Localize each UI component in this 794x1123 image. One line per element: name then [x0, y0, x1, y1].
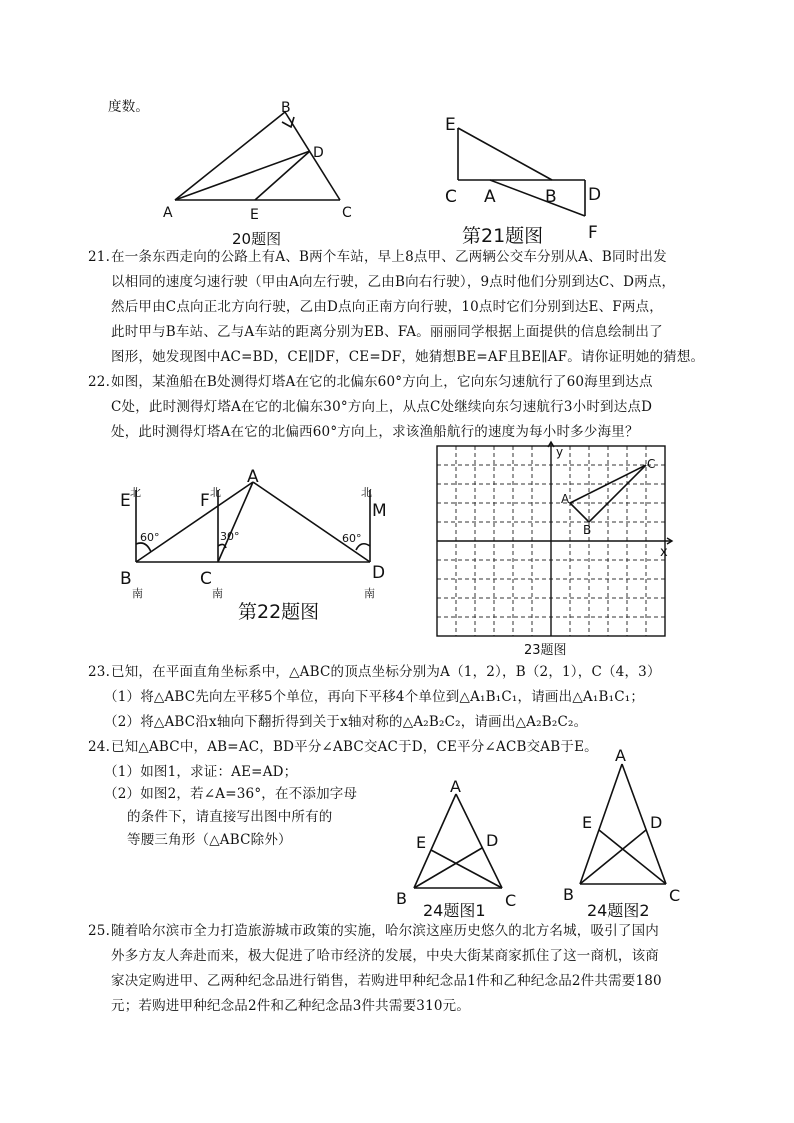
q24-part-2a: （2）如图2，若∠A=36°，在不添加字母 — [104, 786, 358, 802]
figure-23 — [432, 442, 682, 662]
fig22-angle-c: 30° — [220, 530, 240, 543]
q21-line-1: 在一条东西走向的公路上有A、B两个车站，早上8点甲、乙两辆公交车分别从A、B同时出发 — [111, 249, 667, 265]
fig23-label-b: B — [583, 523, 592, 537]
fig22-south-c: 南 — [212, 587, 223, 600]
q24-number: 24. — [88, 739, 111, 755]
fig20-label-a: A — [163, 205, 173, 221]
fig22-north-b: 北 — [130, 486, 141, 499]
figure-22 — [110, 462, 410, 630]
fig22-label-m: M — [372, 501, 387, 521]
q23-part-2: （2）将△ABC沿x轴向下翻折得到关于x轴对称的△A₂B₂C₂，请画出△A₂B₂C₂。 — [104, 714, 588, 730]
q24-part-2b: 的条件下，请直接写出图中所有的 — [127, 809, 333, 825]
q22-line-1: 如图，某渔船在B处测得灯塔A在它的北偏东60°方向上，它向东匀速航行了60海里到达点 — [111, 374, 653, 390]
fig22-label-d: D — [372, 563, 386, 583]
fig23-label-c: C — [647, 457, 656, 471]
fig20-label-e: E — [250, 207, 259, 223]
q23-line-1: 已知，在平面直角坐标系中，△ABC的顶点坐标分别为A（1，2），B（2，1），C（4，3） — [111, 664, 661, 680]
fig23-x-label: x — [660, 545, 668, 560]
fig22-south-b: 南 — [132, 587, 143, 600]
fig21-label-a: A — [484, 187, 496, 207]
fig22-label-c: C — [200, 569, 212, 589]
fig20-caption: 20题图 — [232, 230, 282, 248]
fig21-label-e: E — [445, 115, 456, 135]
fig22-label-e: E — [120, 491, 131, 511]
fig23-caption: 23题图 — [524, 643, 567, 658]
fig24-2-label-a: A — [615, 746, 626, 765]
q21-line-5: 图形，她发现图中AC=BD，CE∥DF，CE=DF，她猜想BE=AF且BE∥AF。请你证明她的猜想。 — [111, 349, 705, 365]
q24-part-2c: 等腰三角形（△ABC除外） — [127, 832, 292, 848]
figure-21 — [440, 110, 620, 245]
fig24-1-label-e: E — [416, 833, 427, 852]
fig20-label-b: B — [281, 100, 291, 116]
q21-number: 21. — [88, 249, 111, 265]
q21-line-2: 以相同的速度匀速行驶（甲由A向左行驶，乙由B向右行驶），9点时他们分别到达C、D两点， — [111, 274, 676, 290]
fig24-1-caption: 24题图1 — [423, 901, 486, 920]
fig22-caption: 第22题图 — [238, 601, 320, 623]
q25-line-4: 元；若购进甲种纪念品2件和乙种纪念品3件共需要310元。 — [111, 998, 471, 1014]
fig22-angle-b: 60° — [140, 531, 160, 544]
fig22-north-d: 北 — [361, 486, 372, 499]
fig24-2-label-b: B — [563, 885, 574, 904]
fig20-label-d: D — [313, 145, 324, 161]
fig21-label-d: D — [588, 185, 602, 205]
q25-line-3: 家决定购进甲、乙两种纪念品进行销售，若购进甲种纪念品1件和乙种纪念品2件共需要180 — [111, 973, 662, 989]
q21-line-4: 此时甲与B车站、乙与A车站的距离分别为EB、FA。丽丽同学根据上面提供的信息绘制出了 — [111, 324, 663, 340]
q25-number: 25. — [88, 923, 111, 939]
fig24-1-label-c: C — [505, 891, 517, 910]
fig24-1-label-a: A — [450, 777, 461, 796]
fig22-angle-d: 60° — [342, 532, 362, 545]
fig22-label-b: B — [120, 569, 132, 589]
fig23-label-a: A — [561, 492, 570, 506]
fig21-caption: 第21题图 — [462, 225, 544, 247]
fig24-2-label-d: D — [650, 813, 663, 832]
fig24-2-label-e: E — [582, 813, 593, 832]
fig24-1-label-d: D — [486, 831, 499, 850]
q22-line-2: C处，此时测得灯塔A在它的北偏东30°方向上，从点C处继续向东匀速航行3小时到达点D — [111, 399, 653, 415]
fig22-south-d: 南 — [364, 587, 375, 600]
q24-line-1: 已知△ABC中，AB=AC，BD平分∠ABC交AC于D，CE平分∠ACB交AB于E。 — [111, 739, 598, 755]
figure-24-1 — [390, 772, 540, 922]
fig21-label-b: B — [545, 187, 557, 207]
figure-24-2 — [560, 744, 710, 924]
q25-line-2: 外多方友人奔赴而来，极大促进了哈市经济的发展，中央大街某商家抓住了这一商机，该商 — [111, 948, 659, 964]
q23-number: 23. — [88, 664, 111, 680]
figure-20 — [160, 100, 360, 250]
fig24-2-caption: 24题图2 — [587, 901, 650, 920]
q22-number: 22. — [88, 374, 111, 390]
q25-line-1: 随着哈尔滨市全力打造旅游城市政策的实施，哈尔滨这座历史悠久的北方名城，吸引了国内 — [111, 923, 659, 939]
fig21-label-f: F — [588, 223, 598, 243]
fig22-label-f: F — [200, 491, 210, 511]
fig23-y-label: y — [556, 445, 564, 459]
fig24-2-label-c: C — [669, 886, 681, 905]
q22-line-3: 处，此时测得灯塔A在它的北偏西60°方向上，求该渔船航行的速度为每小时多少海里？ — [111, 424, 639, 440]
fig22-north-c: 北 — [210, 486, 221, 499]
fig21-label-c: C — [445, 187, 457, 207]
q21-line-3: 然后甲由C点向正北方向行驶，乙由D点向正南方向行驶，10点时它们分别到达E、F两点， — [111, 299, 663, 315]
fig20-label-c: C — [342, 205, 352, 221]
intro-tail-text: 度数。 — [108, 99, 150, 115]
q23-part-1: （1）将△ABC先向左平移5个单位，再向下平移4个单位到△A₁B₁C₁，请画出△A₁B₁C₁； — [104, 689, 645, 705]
q24-part-1: （1）如图1，求证：AE=AD； — [104, 764, 298, 780]
fig22-label-a: A — [247, 467, 259, 487]
fig24-1-label-b: B — [396, 889, 407, 908]
